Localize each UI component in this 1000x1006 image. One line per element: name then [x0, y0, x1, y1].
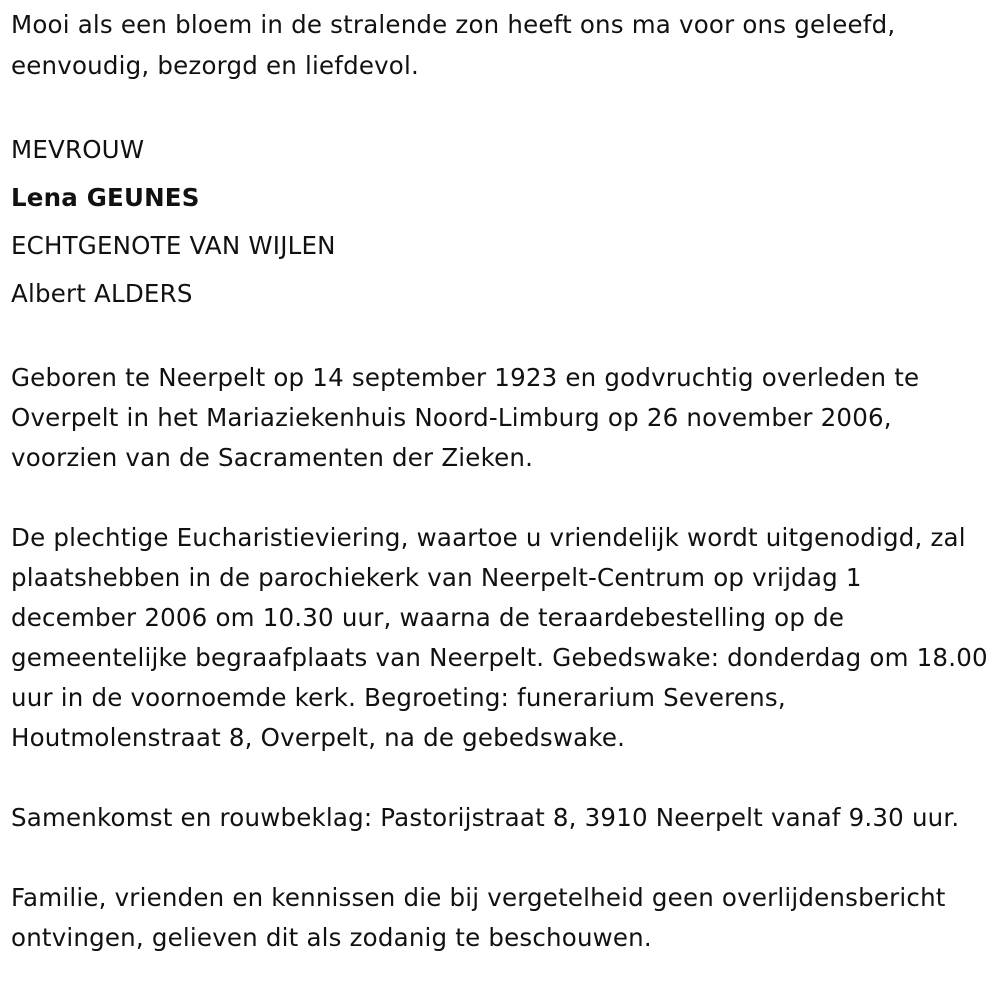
birth-death-paragraph: Geboren te Neerpelt op 14 september 1923 en godvruchtig overleden te Overpelt in het Mariaziekenhuis Noord-Limburg op 26 november 2006, voorzien van de Sacramenten der Zieken.	[11, 363, 920, 472]
deceased-name: Lena GEUNES	[11, 183, 200, 212]
spacer	[11, 478, 993, 518]
obituary-notice	[11, 4, 993, 958]
spouse-relation: ECHTGENOTE VAN WIJLEN	[11, 231, 336, 260]
spacer	[11, 86, 993, 126]
funeral-service-paragraph: De plechtige Eucharistieviering, waartoe u vriendelijk wordt uitgenodigd, zal plaatshebben in de parochiekerk van Neerpelt-Centrum op vrijdag 1 december 2006 om 10.30 uur, waarna de teraardebestelling op de gemeentelijke begraafplaats van Neerpelt. Gebedswake: donderdag om 18.00 uur in de voornoemde kerk. Begroeting: funerarium Severens, Houtmolenstraat 8, Overpelt, na de gebedswake.	[11, 523, 988, 752]
closing-note-paragraph: Familie, vrienden en kennissen die bij vergetelheid geen overlijdensbericht ontvingen, gelieven dit als zodanig te beschouwen.	[11, 883, 946, 952]
spacer	[11, 318, 993, 358]
opening-verse: Mooi als een bloem in de stralende zon heeft ons ma voor ons geleefd, eenvoudig, bezorgd en liefdevol.	[11, 10, 896, 80]
spacer	[11, 758, 993, 798]
spouse-name: Albert ALDERS	[11, 279, 193, 308]
gathering-paragraph: Samenkomst en rouwbeklag: Pastorijstraat 8, 3910 Neerpelt vanaf 9.30 uur.	[11, 803, 960, 832]
spacer	[11, 838, 993, 878]
title-honorific: MEVROUW	[11, 135, 145, 164]
